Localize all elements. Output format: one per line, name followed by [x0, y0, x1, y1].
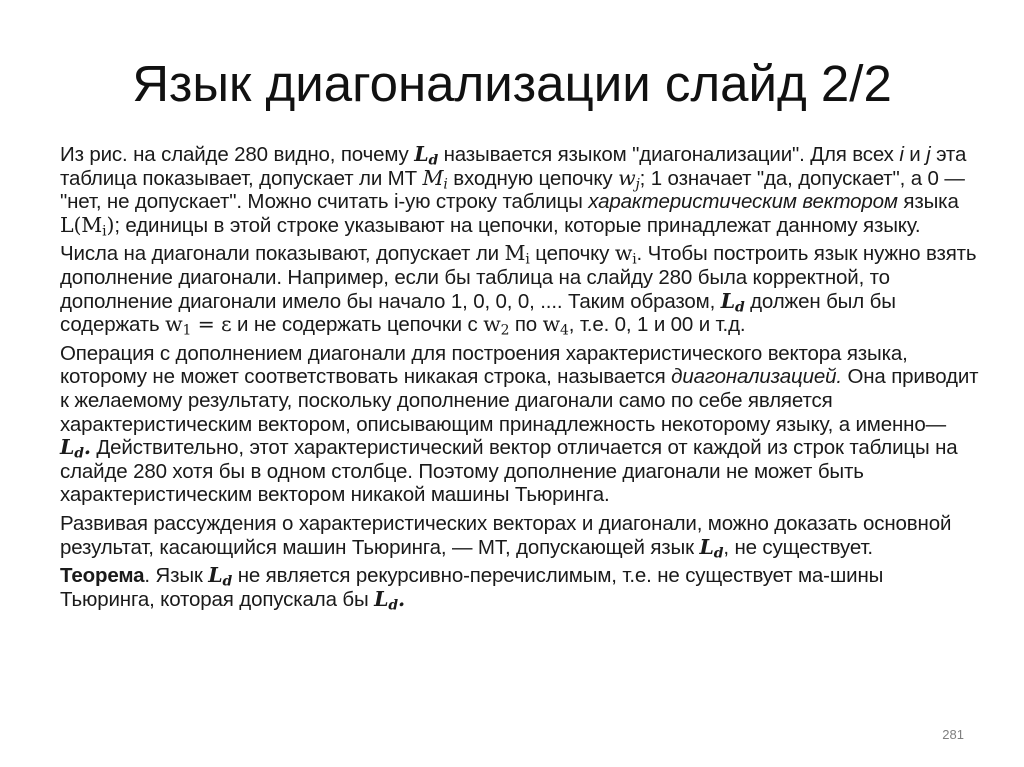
text-run: Она приводит к желаемому результату, поскольку дополнение диагонали само по себе является характеристическим вектором, описывающим принадлежность некоторому языку, а именно—: [60, 365, 979, 436]
math-subscript: d: [74, 445, 84, 462]
math-base: M: [504, 241, 526, 266]
math-base: w: [542, 312, 561, 337]
math-suffix: ): [106, 212, 115, 237]
math-subscript: i: [102, 223, 107, 240]
math-symbol: [720, 288, 745, 316]
math-subscript: 2: [500, 322, 510, 339]
math-symbol: [374, 586, 405, 614]
text-run: Из рис. на слайде 280 видно, почему: [60, 143, 415, 166]
math-symbol: [504, 241, 530, 268]
italic-term: j: [926, 143, 931, 166]
text-run: называется языком "диагонализации". Для всех: [438, 143, 900, 166]
text-run: должен был бы содержать: [60, 289, 896, 337]
math-base: L: [374, 586, 389, 611]
math-base: w: [614, 241, 633, 266]
slide-body: [60, 143, 980, 616]
math-symbol: [60, 212, 115, 240]
math-subscript: i: [525, 251, 530, 268]
text-run: не является рекурсивно-перечислимым, т.е. не существует ма-шины Тьюринга, которая допускала бы: [60, 564, 884, 611]
math-subscript: d: [388, 597, 398, 614]
math-subscript: 1: [182, 322, 192, 339]
paragraph-2: [60, 241, 980, 339]
math-subscript: d: [428, 152, 439, 169]
italic-term: i: [899, 143, 904, 166]
math-subscript: j: [635, 176, 640, 193]
math-symbol: [614, 241, 637, 268]
math-base: L: [720, 288, 735, 313]
math-base: w: [483, 312, 501, 337]
math-subscript: i: [443, 176, 448, 193]
math-symbol: [618, 165, 640, 193]
math-base: L(M: [60, 212, 103, 237]
math-symbol: [542, 312, 569, 339]
math-subscript: d: [713, 544, 724, 561]
paragraph-4: [60, 512, 980, 559]
math-symbol: [165, 312, 232, 339]
math-symbol: [60, 435, 91, 462]
text-run: Действительно, этот характеристический вектор отличается от каждой из строк таблицы на слайде 280 хотя бы в одном столбце. Поэтому дополнение диагонали не может быть характеристическим вектором никакой машины Тьюринга.: [60, 436, 958, 507]
text-run: Числа на диагонали показывают, допускает ли: [60, 242, 505, 266]
page-number: 281: [942, 727, 964, 742]
italic-term: характеристическим вектором: [588, 190, 898, 214]
math-symbol: [414, 142, 439, 169]
bold-term: Теорема: [60, 564, 145, 588]
math-base: L: [414, 142, 429, 166]
math-subscript: d: [222, 573, 233, 590]
math-base: w: [618, 165, 636, 190]
text-run: цепочку: [529, 242, 615, 266]
text-run: и не содержать цепочки с: [231, 313, 484, 337]
text-run: языка: [897, 190, 959, 214]
math-symbol: [700, 535, 724, 559]
math-suffix: .: [83, 435, 91, 460]
math-symbol: [208, 563, 233, 590]
text-run: ; 1 означает "да, допускает", а 0 — "нет, не допускает". Можно считать i-ую строку таблицы: [60, 166, 965, 214]
text-run: Операция с дополнением диагонали для построения характеристического вектора языка, которому не может соответствовать никакая строка, называется: [60, 341, 908, 389]
math-subscript: i: [632, 251, 637, 268]
math-base: w: [165, 312, 183, 337]
math-base: L: [60, 435, 75, 460]
math-suffix: .: [398, 586, 405, 611]
text-run: Развивая рассуждения о характеристических векторах и диагонали, можно доказать основной результат, касающийся машин Тьюринга, — МТ, допускающей язык: [60, 511, 952, 559]
math-subscript: 4: [560, 322, 569, 339]
text-run: ; единицы в этой строке указывают на цепочки, которые принадлежат данному языку.: [114, 213, 921, 237]
italic-term: диагонализацией.: [671, 365, 842, 389]
text-run: . Чтобы построить язык нужно взять дополнение диагонали. Например, если бы таблица на слайду 280 была корректной, то дополнение диагонали имело бы начало 1, 0, 0, 0, .... Таким образом,: [60, 242, 977, 313]
text-run: , т.е. 0, 1 и 00 и т.д.: [568, 313, 746, 337]
theorem-paragraph: [60, 563, 980, 614]
text-run: по: [509, 313, 543, 337]
math-base: M: [422, 165, 444, 190]
slide-title: Язык диагонализации слайд 2/2: [132, 55, 892, 112]
text-run: . Язык: [144, 564, 209, 588]
paragraph-3: [60, 342, 980, 507]
text-run: , не существует.: [723, 535, 873, 559]
text-run: и: [903, 143, 927, 166]
math-subscript: d: [734, 299, 745, 316]
math-suffix: = ε: [191, 312, 232, 337]
math-base: L: [208, 563, 223, 588]
math-base: L: [699, 534, 714, 559]
math-symbol: [422, 165, 448, 193]
math-symbol: [483, 312, 510, 339]
text-run: входную цепочку: [447, 166, 619, 190]
paragraph-1: [60, 142, 980, 240]
text-run: эта таблица показывает, допускает ли МТ: [60, 143, 967, 190]
